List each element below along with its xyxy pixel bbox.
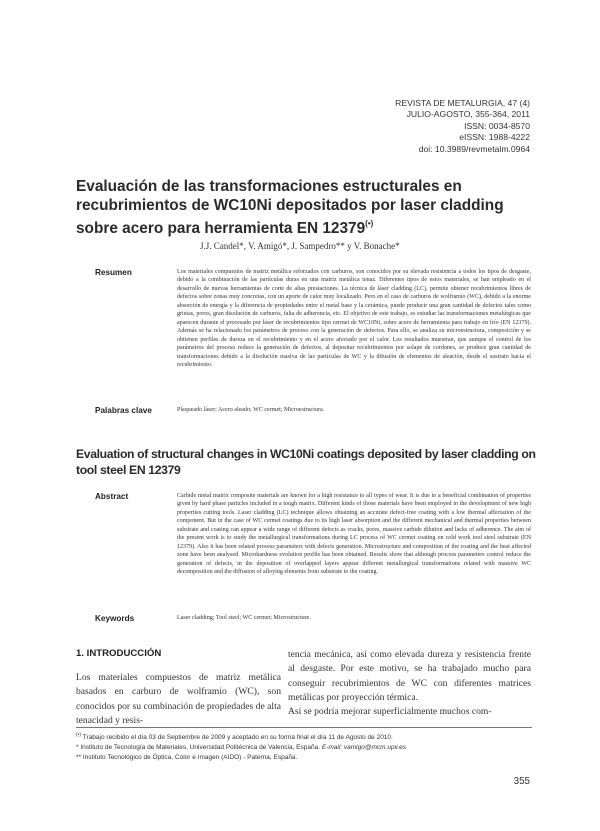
email-label: E-mail: — [321, 743, 343, 751]
introduction-right-paragraph-2: Así se podría mejorar superficialmente muchos com- — [288, 706, 492, 718]
spanish-title-text: Evaluación de las transformaciones estructurales en recubrimientos de WC10Ni depositados por laser cladding sobre acero para herramienta EN 12379 — [76, 178, 504, 238]
journal-issn: ISSN: 0034-8570 — [464, 120, 530, 131]
journal-eissn: eISSN: 1988-4222 — [459, 132, 530, 143]
resumen-label: Resumen — [95, 268, 132, 277]
journal-header — [270, 98, 530, 155]
footnote-affiliation-2: ** Instituto Tecnológico de Óptica, Color e Imagen (AIDO) - Paterna, España. — [76, 753, 298, 761]
spanish-title — [76, 177, 532, 238]
resumen-text: Los materiales compuestos de matriz metálica reforzados con carburos, son conocidos por su elevada resistencia a todos los tipos de desgaste, debido a la combinación de las partículas duras en una matriz metálica tenaz. Diferentes tipos de estos materiales, se han empleado en el desarrollo de nuevas herramientas de corte de altas prestaciones. La técnica de láser cladding (LC), permite obtener recubrimientos libres de defectos sobre zonas muy concretas, con un aporte de calor muy localizado. Pero en el caso de carburos de wolframio (WC), debido a la enorme absorción de energía y la diferencia de propiedades entre el metal base y la cerámica, puede producir una gran cantidad de defectos tales como grietas, poros, gran disolución de carburos, falta de adherencia, etc. El objetivo de este trabajo, es estudiar las transformaciones metalúrgicas que aparecen durante el procesado por láser de recubrimientos tipo cermet de WC10Ni, sobre acero de herramienta para trabajo en frío (EN 12379). Además se ha relacionado los parámetros de proceso con la generación de defectos. Para ello, se analiza su microestructura, composición y se obtienen perfiles de dureza en el recubrimiento y en el acero afectado por el calor. Los resultados muestran, que aunque el control de los parámetros del proceso reduce la generación de defectos, al depositar recubrimientos por solape de cordones, se produce gran cantidad de transformaciones debido a la disolución masiva de las partículas de WC y la difusión de elementos de aleación, desde el sustrato hacia el recubrimiento. — [177, 269, 531, 368]
journal-name: REVISTA DE METALURGIA, 47 (4) — [395, 98, 530, 108]
email-link[interactable]: vamigo@mcm.upv.es — [343, 743, 406, 751]
authors: J.J. Candel*, V. Amigó*, J. Sampedro** y V. Bonache* — [200, 241, 400, 251]
palabras-clave-text: Plaqueado láser; Acero aleado; WC cermet; Microestructura. — [177, 407, 325, 413]
palabras-clave-label: Palabras clave — [95, 406, 152, 415]
footnote-affiliation-1 — [76, 743, 536, 753]
footnote-received-mark: (•) — [76, 732, 82, 738]
footnote-divider — [76, 727, 532, 728]
footnote-received-text: Trabajo recibido el día 03 de Septiembre de 2009 y aceptado en su forma final el día 11 de Agosto de 2010. — [82, 734, 393, 742]
keywords-text: Laser cladding; Tool steel; WC cermet; Microstructure. — [177, 615, 311, 621]
page-number: 355 — [513, 776, 530, 787]
introduction-heading: 1. INTRODUCCIÓN — [76, 648, 162, 659]
footnote-affiliation-1-text: * Instituto de Tecnología de Materiales, Universidad Politécnica de Valencia, España. — [76, 743, 321, 751]
journal-issue: JULIO-AGOSTO, 355-364, 2011 — [406, 109, 530, 120]
introduction-right-column — [288, 648, 531, 719]
footnote-received — [76, 731, 536, 743]
introduction-left-column: Los materiales compuestos de matriz metálica basados en carburo de wolframio (WC), son conocidos por su combinación de propiedades de alta tenacidad y resis- — [76, 672, 281, 726]
abstract-text: Carbide metal matrix composite materials are known for a high resistance to all types of wear. It is due to a beneficial combination of properties given by hard phase particles included in a tough matrix. Different kinds of those materials have been employed in the development of new high properties cutting tools. Laser cladding (LC) technique allows obtaining an accurate defect-free coating with a low thermal affectation of the component. But in the case of WC cermet coatings due to its high laser absorption and the different mechanical and thermal properties between substrate and coating can appear a wide range of different defects as cracks, pores, massive carbide dilution and lacks of adherence. The aim of the present work is to study the metallurgical transformations during LC process of WC cermet coating on cold work tool steel substrate (EN 12379). Also it has been related process parameters with defects generation. Microstructure and composition of the coating and the heat affected zone have been analysed. Microhardness evolution profile has been obtained. Results show that although process parameters control reduce the generation of defects, in the deposition of overlapped layers appear different metallurgical transformations related with massive WC decomposition and the diffusion of alloying elements from substrate to the coating. — [177, 493, 531, 576]
footnotes — [76, 731, 536, 762]
journal-doi: doi: 10.3989/revmetalm.0964 — [418, 143, 530, 154]
introduction-right-paragraph-1: tencia mecánica, así como elevada dureza y resistencia frente al desgaste. Por este motivo, se ha trabajado mucho para conseguir recubrimientos de WC con diferentes matrices metálicas por proyección térmica. — [288, 649, 531, 703]
keywords-label: Keywords — [95, 614, 135, 623]
title-footnote-mark: (•) — [365, 219, 374, 228]
abstract-label: Abstract — [95, 492, 129, 501]
english-title: Evaluation of structural changes in WC10Ni coatings deposited by laser cladding on tool steel EN 12379 — [76, 447, 536, 478]
